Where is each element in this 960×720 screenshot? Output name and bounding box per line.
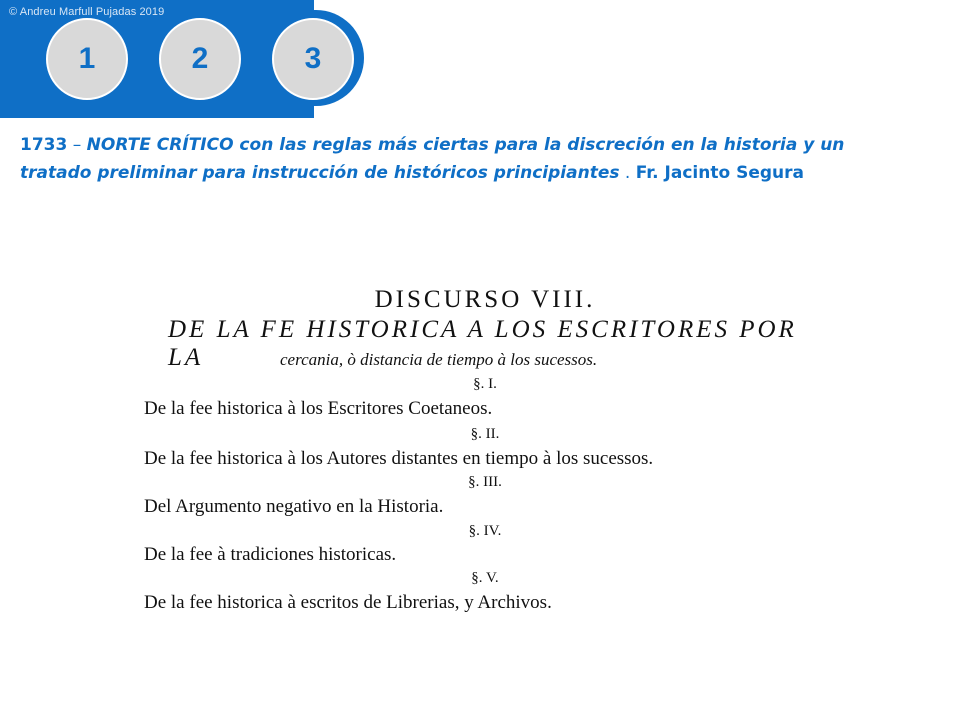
- step-3-button[interactable]: 3: [272, 18, 354, 100]
- section-entry: Del Argumento negativo en la Historia.: [144, 496, 444, 517]
- section-mark: §. II.: [470, 426, 500, 442]
- step-2-button[interactable]: 2: [159, 18, 241, 100]
- caption-author: Fr. Jacinto Segura: [635, 163, 804, 183]
- section-entry: De la fee historica à los Autores distantes en tiempo à los sucessos.: [144, 448, 654, 469]
- section-entry: De la fee historica à escritos de Librerias, y Archivos.: [144, 592, 552, 613]
- scan-subheading-line2: cercania, ò distancia de tiempo à los sucessos.: [280, 350, 598, 369]
- section-entry: De la fee historica à los Escritores Coetaneos.: [144, 398, 493, 419]
- section-mark: §. I.: [473, 376, 497, 392]
- section-mark: §. III.: [468, 474, 502, 490]
- section-mark: §. IV.: [468, 523, 502, 539]
- caption-dash: –: [67, 135, 87, 155]
- caption-title: NORTE CRÍTICO con las reglas más ciertas para la discreción en la historia y un tratado preliminar para instrucción de históricos principiantes: [20, 135, 845, 183]
- caption-separator: .: [619, 163, 636, 183]
- step-1-button[interactable]: 1: [46, 18, 128, 100]
- caption-year: 1733: [20, 135, 68, 155]
- scanned-page: [140, 286, 830, 626]
- section-entry: De la fee à tradiciones historicas.: [144, 544, 397, 565]
- slide-caption: [20, 131, 920, 187]
- copyright-notice: © Andreu Marfull Pujadas 2019: [9, 6, 165, 18]
- scan-heading: DISCURSO VIII.: [374, 286, 596, 313]
- section-mark: §. V.: [471, 570, 499, 586]
- scan-subheading-line1: DE LA FE HISTORICA A LOS ESCRITORES POR LA: [168, 316, 797, 371]
